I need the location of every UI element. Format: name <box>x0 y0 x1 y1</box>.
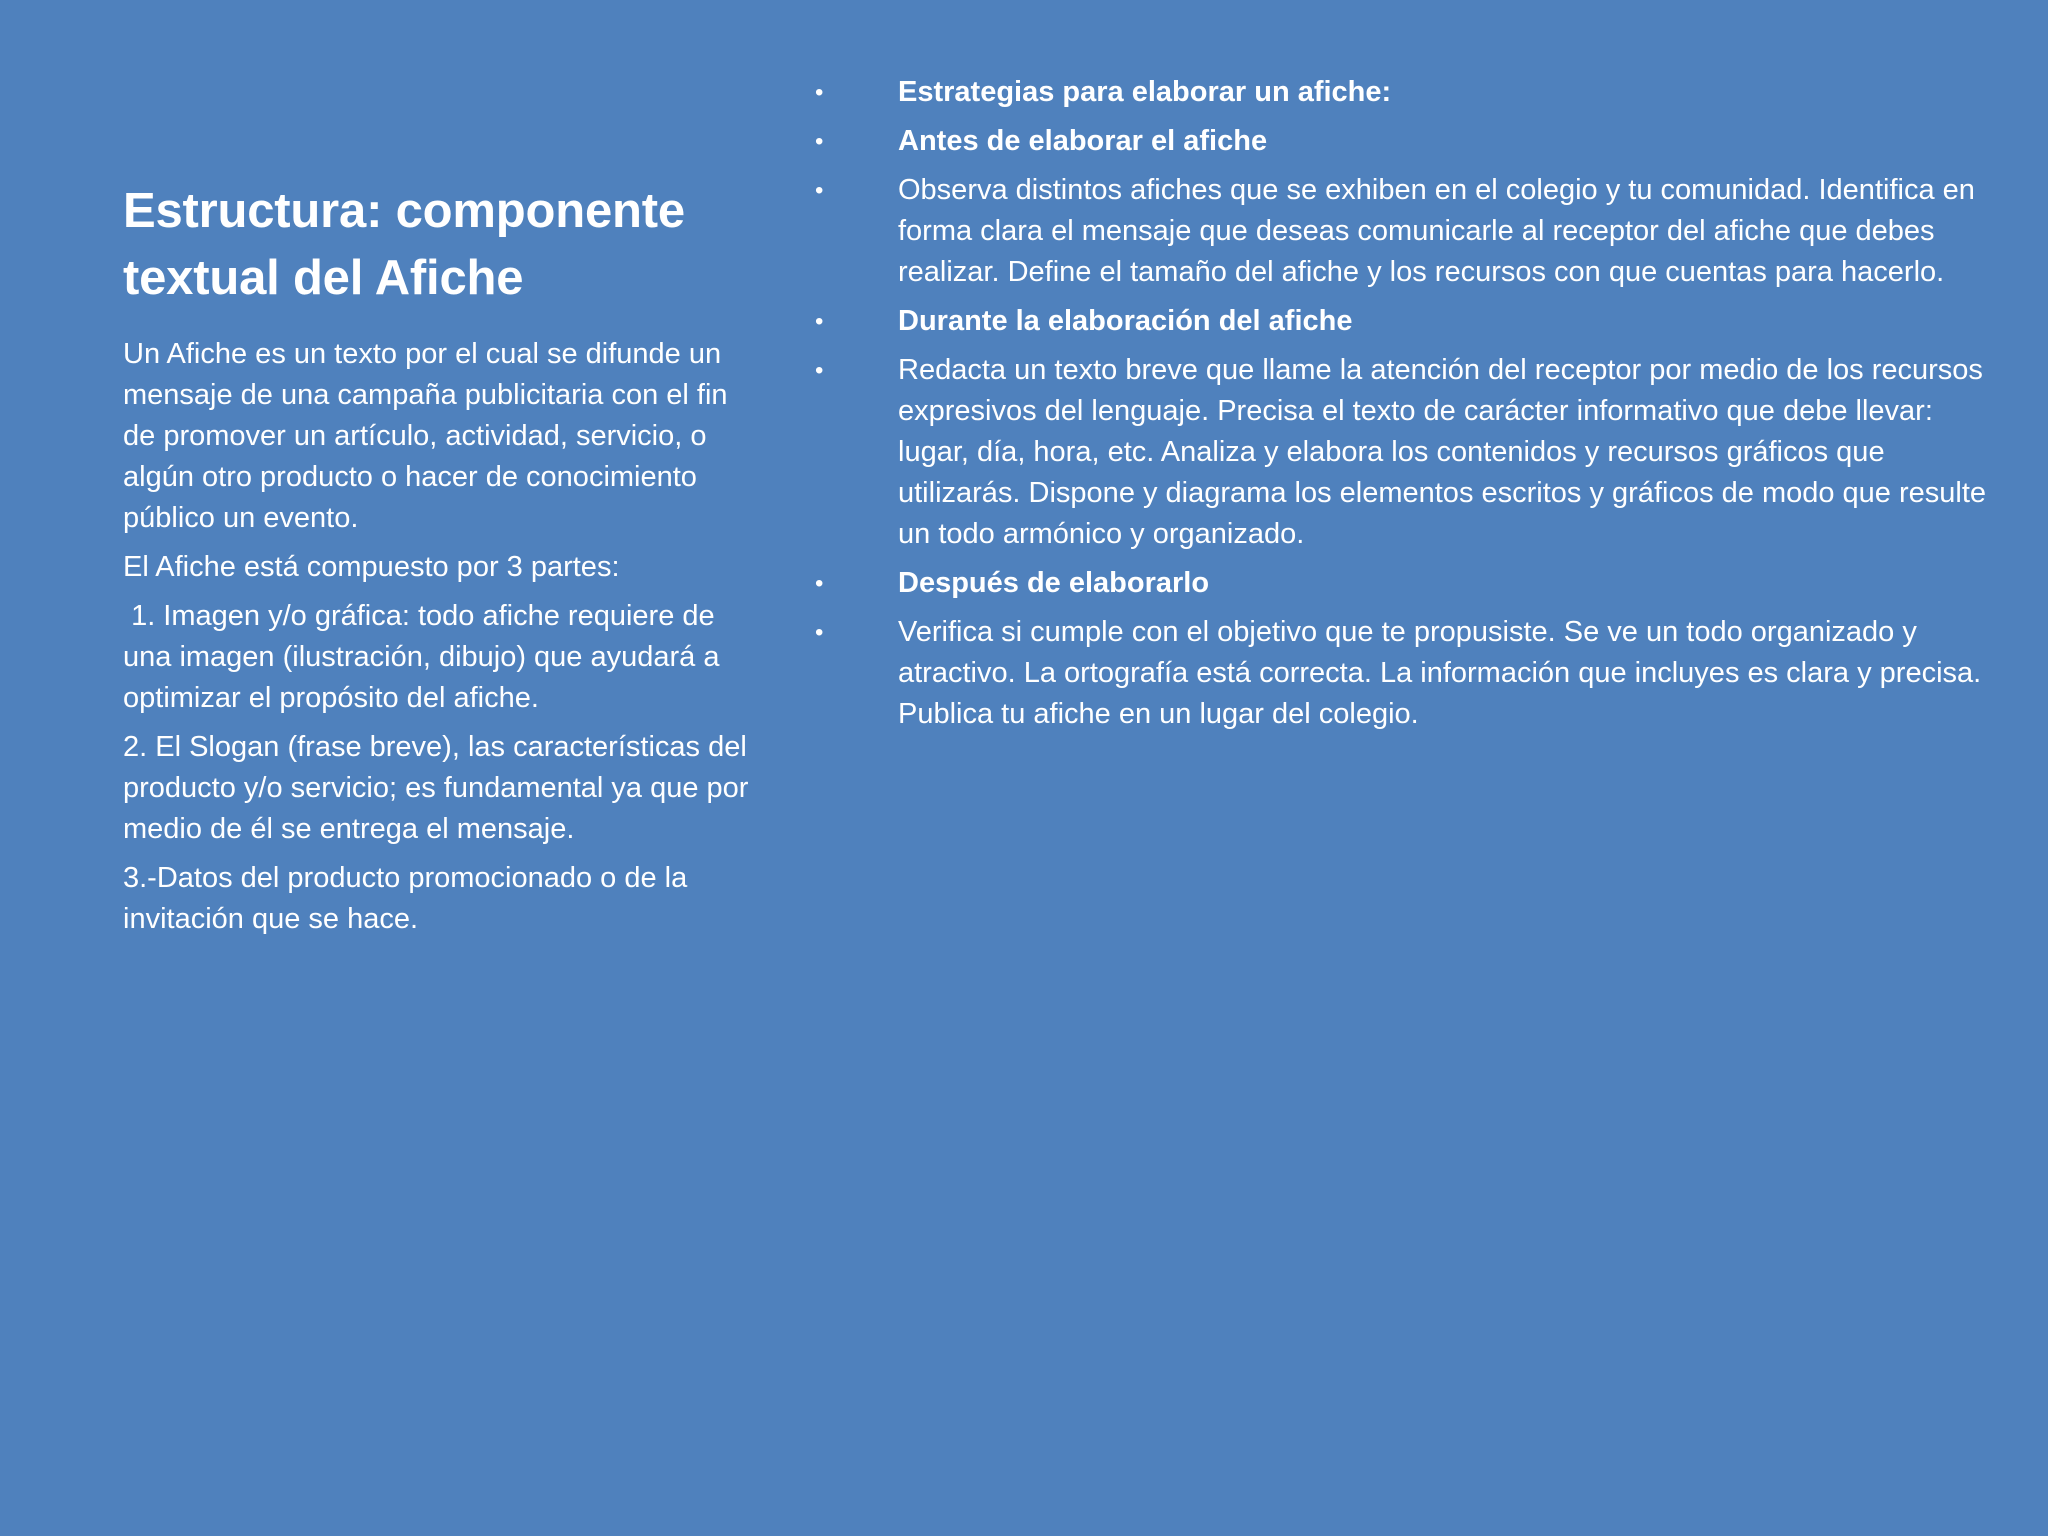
bullet-text: Después de elaborarlo <box>898 567 1210 599</box>
bullet-icon: • <box>815 177 824 204</box>
list-item <box>815 350 1995 555</box>
left-column <box>123 178 763 948</box>
list-item <box>815 170 1995 293</box>
bullet-icon: • <box>815 128 824 155</box>
definition-paragraph: Un Afiche es un texto por el cual se difunde un mensaje de una campaña publicitaria con el fin de promover un artículo, actividad, servicio, o algún otro producto o hacer de conocimiento público un evento. <box>123 338 728 534</box>
slide-title: Estructura: componente textual del Afiche <box>123 184 685 305</box>
list-item <box>815 72 1995 113</box>
bullet-text: Observa distintos afiches que se exhiben en el colegio y tu comunidad. Identifica en forma clara el mensaje que deseas comunicarle al receptor del afiche que debes realizar. Define el tamaño del afiche y los recursos con que cuentas para hacerlo. <box>898 174 1975 288</box>
bullet-icon: • <box>815 79 824 106</box>
bullet-icon: • <box>815 308 824 335</box>
part-2-paragraph: 2. El Slogan (frase breve), las características del producto y/o servicio; es fundamental ya que por medio de él se entrega el mensaje. <box>123 731 749 845</box>
bullet-text: Estrategias para elaborar un afiche: <box>898 76 1392 108</box>
strategies-list <box>815 72 1995 735</box>
list-item <box>815 121 1995 162</box>
list-item <box>815 563 1995 604</box>
parts-intro-paragraph: El Afiche está compuesto por 3 partes: <box>123 551 620 583</box>
part-1-paragraph: 1. Imagen y/o gráfica: todo afiche requiere de una imagen (ilustración, dibujo) que ayudará a optimizar el propósito del afiche. <box>123 600 720 714</box>
bullet-text: Redacta un texto breve que llame la atención del receptor por medio de los recursos expresivos del lenguaje. Precisa el texto de carácter informativo que debe llevar: lugar, día, hora, etc. Analiza y elabora los contenidos y recursos gráficos que utilizarás. Dispone y diagrama los elementos escritos y gráficos de modo que resulte un todo armónico y organizado. <box>898 354 1987 550</box>
list-item <box>815 612 1995 735</box>
bullet-text: Antes de elaborar el afiche <box>898 125 1268 157</box>
part-3-paragraph: 3.-Datos del producto promocionado o de la invitación que se hace. <box>123 862 688 935</box>
bullet-text: Durante la elaboración del afiche <box>898 305 1353 337</box>
bullet-text: Verifica si cumple con el objetivo que te propusiste. Se ve un todo organizado y atractivo. La ortografía está correcta. La información que incluyes es clara y precisa. Publica tu afiche en un lugar del colegio. <box>898 616 1982 730</box>
bullet-icon: • <box>815 357 824 384</box>
bullet-icon: • <box>815 570 824 597</box>
right-column <box>815 72 1995 743</box>
bullet-icon: • <box>815 619 824 646</box>
list-item <box>815 301 1995 342</box>
